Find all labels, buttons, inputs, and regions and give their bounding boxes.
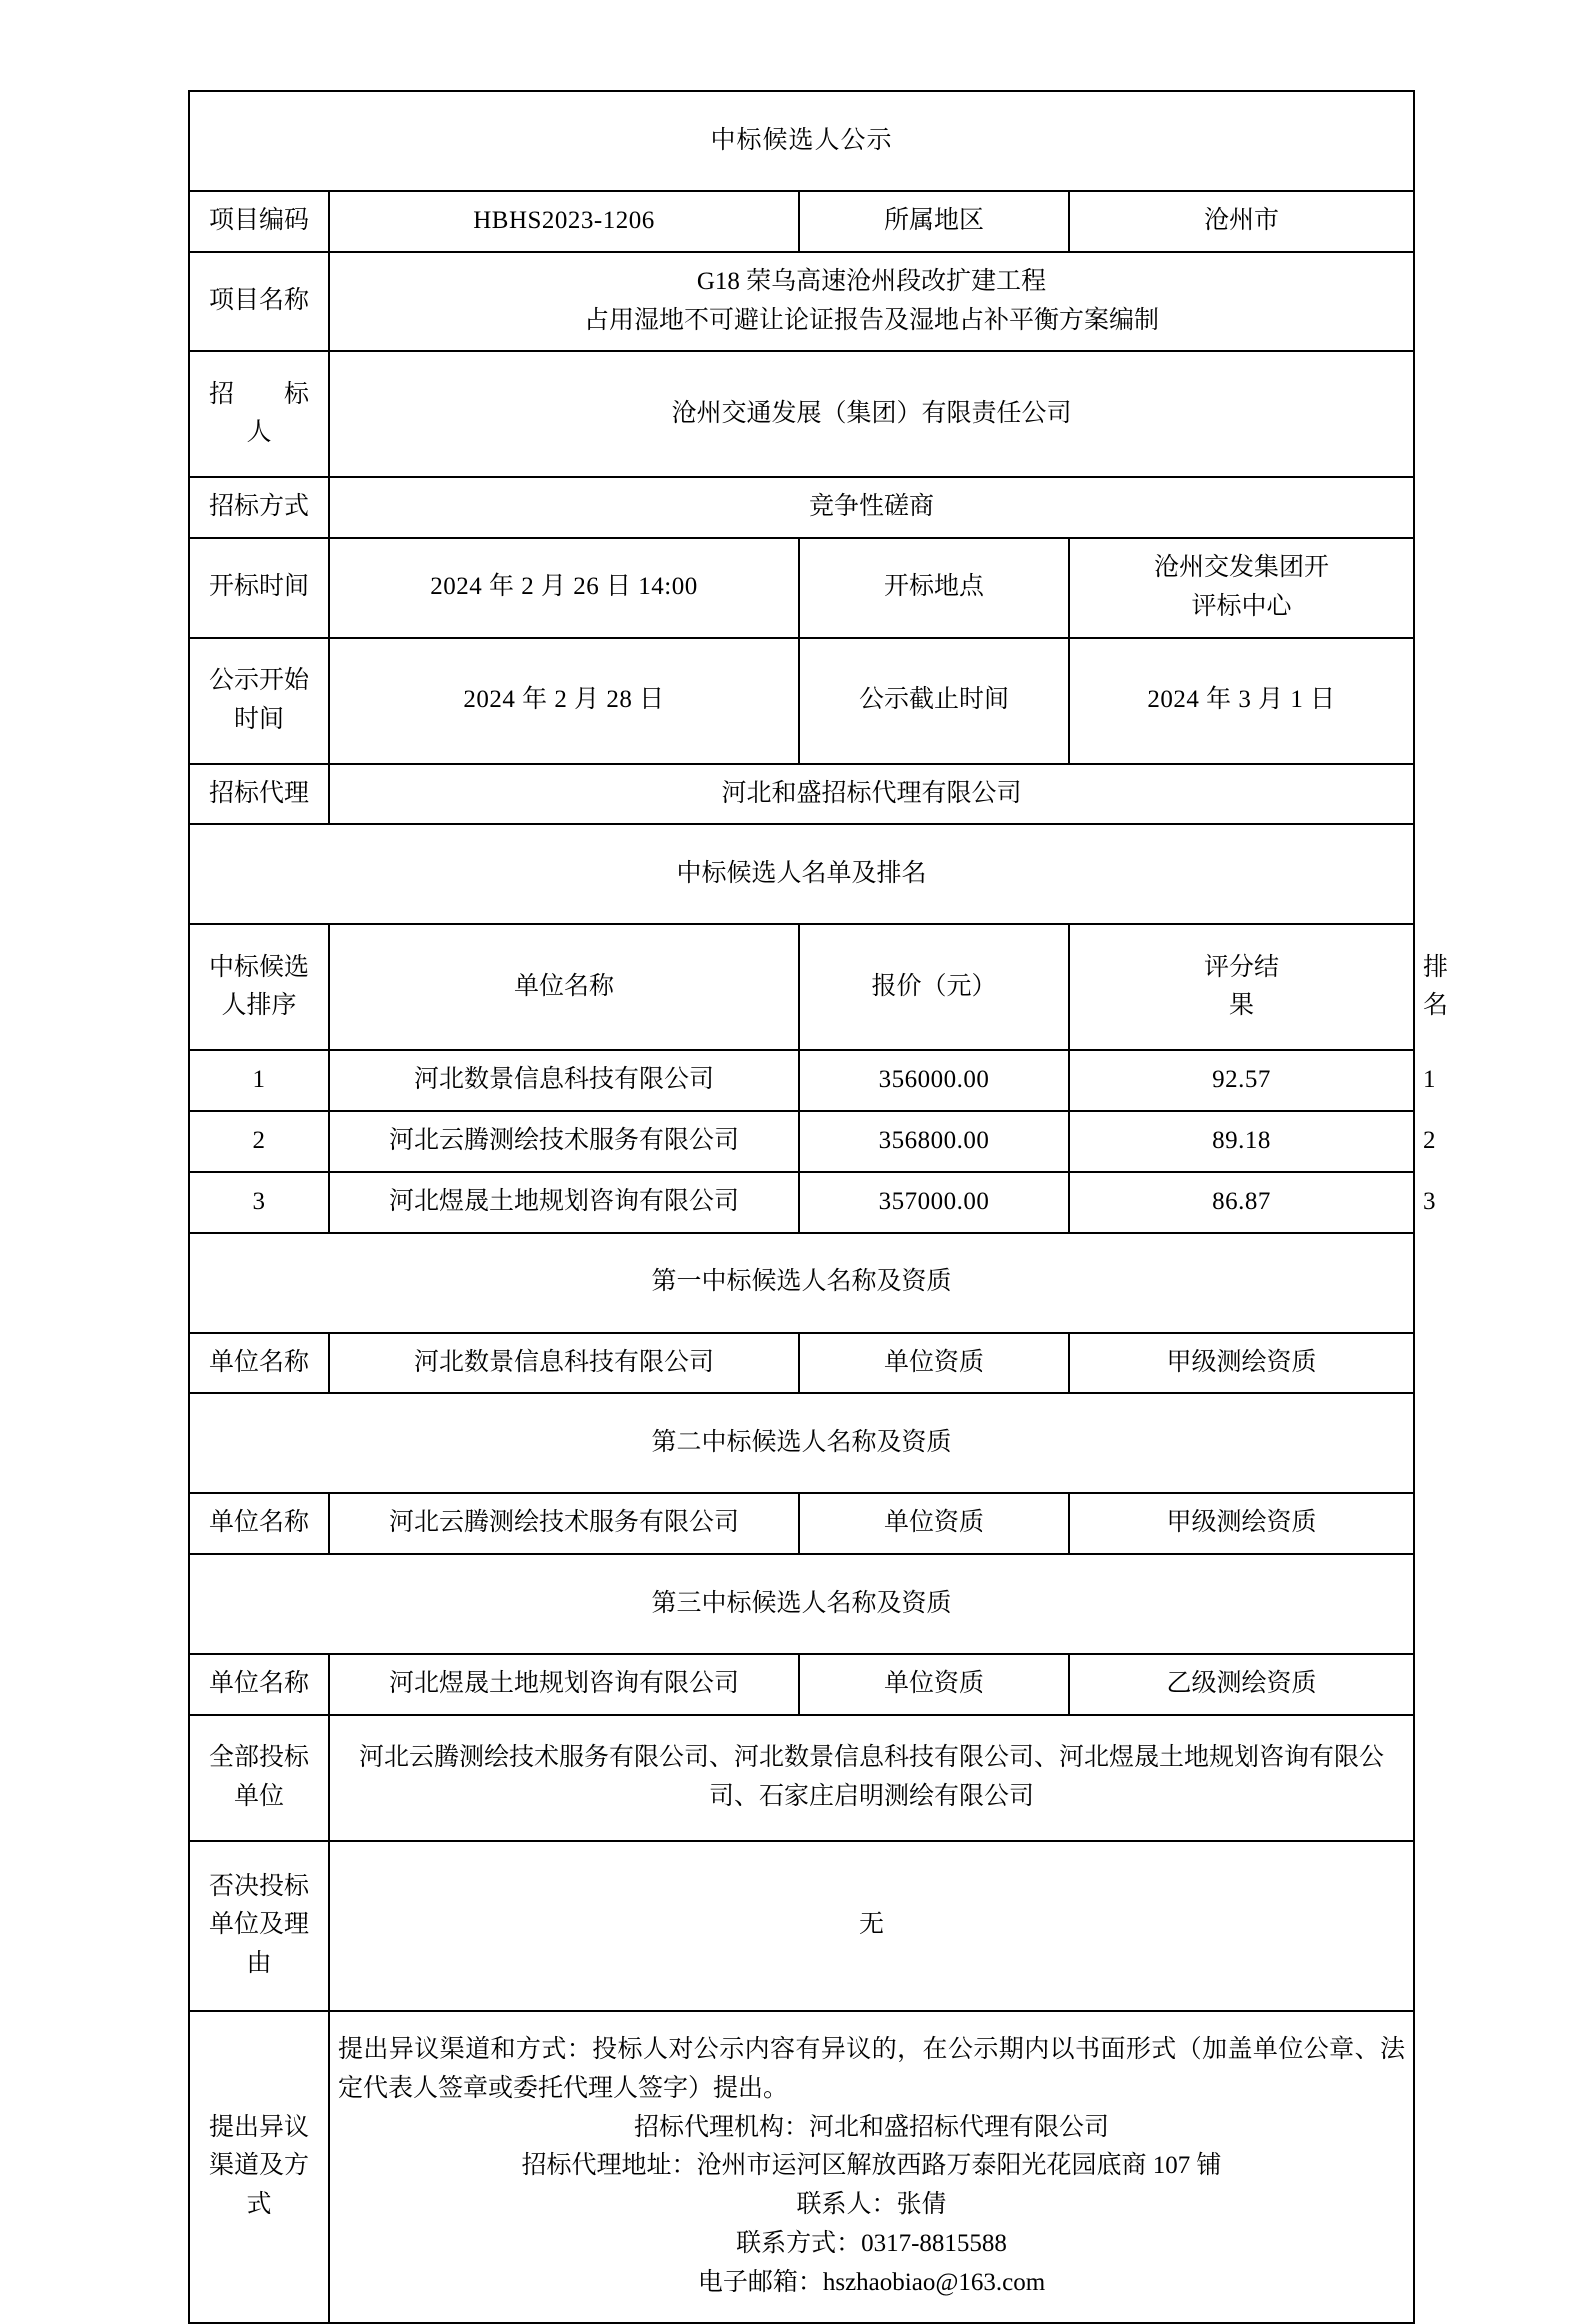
candidate-unit-name: 河北数景信息科技有限公司 [329,1050,799,1111]
tenderee-value: 沧州交通发展（集团）有限责任公司 [329,351,1414,477]
tenderee-label-line-1: 招 标 [208,380,309,408]
rejected-bidders-label-line-1: 否决投标 [208,1872,309,1900]
candidate-order: 1 [189,1050,329,1111]
page-title: 中标候选人公示 [189,91,1414,191]
table-row-qualification-heading [189,1393,1414,1493]
bid-open-time-value: 2024 年 2 月 26 日 14:00 [329,538,799,638]
table-row-bid-open [189,538,1414,638]
table-row-project-code [189,191,1414,252]
project-name-line-1: G18 荣乌高速沧州段改扩建工程 [696,267,1047,295]
region-label: 所属地区 [799,191,1069,252]
qualification-unit-name-label: 单位名称 [189,1333,329,1394]
rejected-bidders-label-line-3: 由 [246,1950,272,1978]
qualification-heading-third: 第三中标候选人名称及资质 [189,1554,1414,1654]
tenderee-label [189,351,329,477]
rejected-bidders-label [189,1841,329,2011]
table-row-project-name [189,252,1414,352]
bid-open-place-label: 开标地点 [799,538,1069,638]
objection-label-line-3: 式 [246,2191,272,2219]
announcement-page [188,90,1449,2324]
notice-end-label: 公示截止时间 [799,638,1069,764]
table-row-qualification-heading [189,1554,1414,1654]
all-bidders-label-line-1: 全部投标 [208,1744,309,1771]
table-row-qualification [189,1333,1414,1394]
objection-agency: 招标代理机构：河北和盛招标代理有限公司 [634,2113,1110,2141]
qualification-unit-name-value: 河北数景信息科技有限公司 [329,1333,799,1394]
candidates-col-order [189,924,329,1050]
qualification-unit-name-value: 河北煜晟土地规划咨询有限公司 [329,1654,799,1715]
agent-label: 招标代理 [189,764,329,825]
bid-open-time-label: 开标时间 [189,538,329,638]
all-bidders-value: 河北云腾测绘技术服务有限公司、河北数景信息科技有限公司、河北煜晟土地规划咨询有限公司、石家庄启明测绘有限公司 [329,1715,1414,1841]
candidate-order: 3 [189,1172,329,1233]
all-bidders-label-line-2: 单位 [233,1782,284,1810]
candidate-unit-name: 河北云腾测绘技术服务有限公司 [329,1111,799,1172]
announcement-table [188,90,1449,2324]
bid-open-place-value [1069,538,1414,638]
qualification-heading-second: 第二中标候选人名称及资质 [189,1393,1414,1493]
agent-value: 河北和盛招标代理有限公司 [329,764,1414,825]
candidates-col-order-line-2: 人排序 [221,992,297,1020]
candidate-score: 89.18 [1069,1111,1414,1172]
qualification-heading-first: 第一中标候选人名称及资质 [189,1233,1414,1333]
candidates-col-order-line-1: 中标候选 [208,953,309,981]
candidates-col-score [1069,924,1414,1050]
tender-method-label: 招标方式 [189,477,329,538]
qualification-unit-name-label: 单位名称 [189,1654,329,1715]
table-row: 2 河北云腾测绘技术服务有限公司 356800.00 89.18 2 [189,1111,1414,1172]
notice-start-label-line-2: 时间 [233,705,284,733]
qualification-label: 单位资质 [799,1493,1069,1554]
project-code-value: HBHS2023-1206 [329,191,799,252]
candidates-col-unit-name: 单位名称 [329,924,799,1050]
candidate-score: 86.87 [1069,1172,1414,1233]
project-name-label: 项目名称 [189,252,329,352]
candidate-price: 356800.00 [799,1111,1069,1172]
table-row-candidates-header: 中标候选 人排序 单位名称 报价（元） 评分结 果 排名 [189,924,1414,1050]
table-row-notice-period [189,638,1414,764]
objection-content [329,2011,1414,2323]
table-row: 1 河北数景信息科技有限公司 356000.00 92.57 1 [189,1050,1414,1111]
table-row-title [189,91,1414,191]
candidate-score: 92.57 [1069,1050,1414,1111]
qualification-value: 乙级测绘资质 [1069,1654,1414,1715]
objection-paragraph: 提出异议渠道和方式：投标人对公示内容有异议的，在公示期内以书面形式（加盖单位公章、法定代表人签章或委托代理人签字）提出。 [338,2036,1406,2102]
project-name-line-2: 占用湿地不可避让论证报告及湿地占补平衡方案编制 [584,306,1160,334]
table-row-qualification [189,1493,1414,1554]
tender-method-value: 竞争性磋商 [329,477,1414,538]
notice-start-label-line-1: 公示开始 [208,666,309,694]
objection-contact-person: 联系人：张倩 [796,2191,947,2219]
qualification-label: 单位资质 [799,1654,1069,1715]
project-name-value [329,252,1414,352]
table-row-tenderee [189,351,1414,477]
candidate-order: 2 [189,1111,329,1172]
candidates-col-score-line-2: 果 [1229,992,1255,1020]
rejected-bidders-label-line-2: 单位及理 [208,1911,309,1939]
table-row-objection [189,2011,1414,2323]
tenderee-label-line-2: 人 [246,419,272,447]
table-row-qualification-heading [189,1233,1414,1333]
bid-open-place-line-1: 沧州交发集团开 [1154,554,1330,581]
objection-label-line-2: 渠道及方 [208,2152,309,2180]
qualification-value: 甲级测绘资质 [1069,1333,1414,1394]
rejected-bidders-value: 无 [329,1841,1414,2011]
qualification-label: 单位资质 [799,1333,1069,1394]
candidate-price: 357000.00 [799,1172,1069,1233]
qualification-unit-name-value: 河北云腾测绘技术服务有限公司 [329,1493,799,1554]
table-row-candidates-heading [189,824,1414,924]
bid-open-place-line-2: 评标中心 [1191,592,1292,620]
qualification-unit-name-label: 单位名称 [189,1493,329,1554]
table-row-qualification [189,1654,1414,1715]
candidates-col-price: 报价（元） [799,924,1069,1050]
table-row-tender-method [189,477,1414,538]
candidates-col-score-line-1: 评分结 [1204,953,1280,981]
notice-end-value: 2024 年 3 月 1 日 [1069,638,1414,764]
project-code-label: 项目编码 [189,191,329,252]
qualification-value: 甲级测绘资质 [1069,1493,1414,1554]
objection-contact-phone: 联系方式：0317-8815588 [736,2229,1007,2257]
objection-email: 电子邮箱：hszhaobiao@163.com [697,2268,1046,2296]
region-value: 沧州市 [1069,191,1414,252]
candidates-section-heading: 中标候选人名单及排名 [189,824,1414,924]
candidate-price: 356000.00 [799,1050,1069,1111]
table-row-rejected-bidders [189,1841,1414,2011]
candidate-unit-name: 河北煜晟土地规划咨询有限公司 [329,1172,799,1233]
table-row-agent [189,764,1414,825]
notice-start-label [189,638,329,764]
notice-start-value: 2024 年 2 月 28 日 [329,638,799,764]
objection-label-line-1: 提出异议 [208,2113,309,2141]
all-bidders-label [189,1715,329,1841]
table-row: 3 河北煜晟土地规划咨询有限公司 357000.00 86.87 3 [189,1172,1414,1233]
objection-label [189,2011,329,2323]
table-row-all-bidders [189,1715,1414,1841]
objection-address: 招标代理地址：沧州市运河区解放西路万泰阳光花园底商 107 铺 [521,2152,1222,2180]
